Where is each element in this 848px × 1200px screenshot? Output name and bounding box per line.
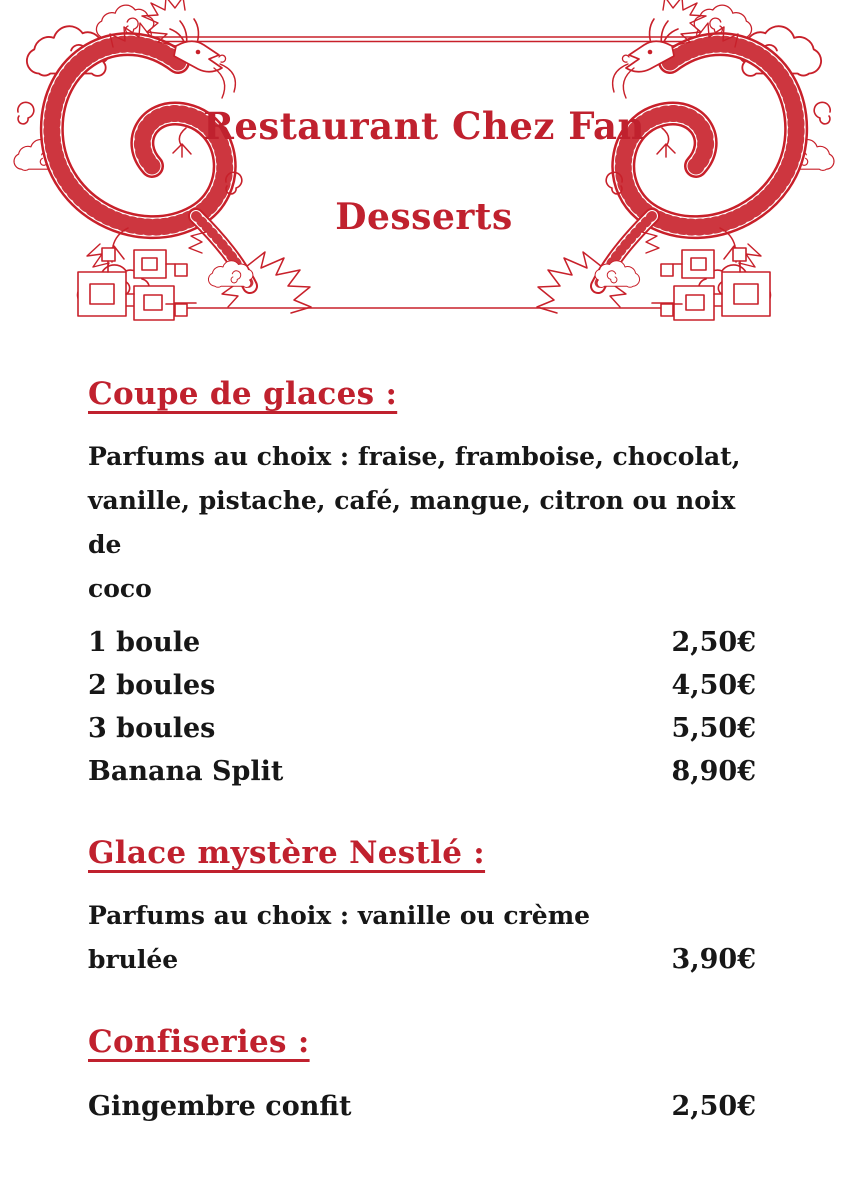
section-heading-confiseries: Confiseries : <box>88 1024 310 1060</box>
section-items <box>88 621 756 793</box>
menu-title: Desserts <box>335 196 513 238</box>
section-heading-glace-mystere: Glace mystère Nestlé : <box>88 835 486 871</box>
menu-item-row <box>88 750 756 793</box>
item-price: 2,50€ <box>671 627 756 658</box>
description-line: Parfums au choix : vanille ou crème <box>88 901 591 930</box>
dragon-left-icon <box>14 0 311 320</box>
item-name: 2 boules <box>88 670 216 701</box>
item-name: 1 boule <box>88 627 201 658</box>
description-line: Parfums au choix : fraise, framboise, chocolat, <box>88 442 741 471</box>
item-name: brulée <box>88 945 179 974</box>
section-heading-coupe-de-glaces: Coupe de glaces : <box>88 376 398 412</box>
description-line: vanille, pistache, café, mangue, citron ou noix de <box>88 486 736 559</box>
item-price: 2,50€ <box>671 1091 756 1122</box>
section-items <box>88 1085 756 1128</box>
menu-item-row <box>88 707 756 750</box>
item-price: 5,50€ <box>671 713 756 744</box>
description-line: coco <box>88 574 152 603</box>
dragon-right-icon <box>537 0 834 320</box>
item-price: 4,50€ <box>671 670 756 701</box>
restaurant-name: Restaurant Chez Fan <box>203 104 645 148</box>
header-artwork <box>0 0 848 335</box>
item-name: 3 boules <box>88 713 216 744</box>
menu-item-row <box>88 664 756 707</box>
menu-item-row <box>88 621 756 664</box>
section-description <box>88 435 756 611</box>
item-name: Gingembre confit <box>88 1091 352 1122</box>
item-name: Banana Split <box>88 756 284 787</box>
item-price: 3,90€ <box>671 944 756 975</box>
section-description <box>88 894 756 982</box>
menu-item-row <box>88 938 756 982</box>
item-price: 8,90€ <box>671 756 756 787</box>
menu-item-row <box>88 1085 756 1128</box>
menu-content <box>88 376 756 1128</box>
